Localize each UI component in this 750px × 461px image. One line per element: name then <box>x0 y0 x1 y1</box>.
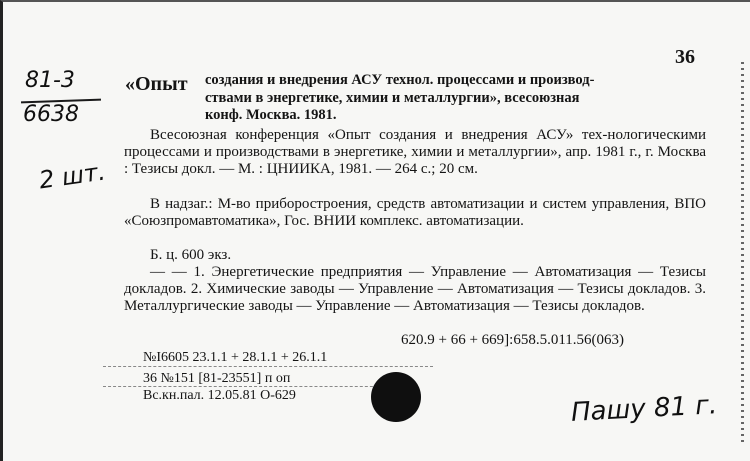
bibliographic-description: Всесоюзная конференция «Опыт создания и внедрения АСУ» тех-нологическими процессами и производствами в энергетике, химии и металлургии», апр. 1981 г., г. Москва : Тезисы докл. — М. : ЦНИИКА, 1981. — 264 с.; 20 см. <box>124 127 706 177</box>
title-line-3: конф. Москва. 1981. <box>205 107 337 123</box>
title-line-1: создания и внедрения АСУ технол. процессами и производ- <box>205 72 595 88</box>
registry-line-1: №I6605 23.1.1 + 28.1.1 + 26.1.1 <box>143 350 328 365</box>
handwritten-margin-mark: 2 шт. <box>37 157 108 195</box>
page-number: 36 <box>675 46 695 68</box>
handwritten-shelf-code-bottom: 6638 <box>23 102 79 127</box>
title-lead-word: «Опыт <box>125 73 188 95</box>
sponsor-note: В надзаг.: М-во приборостроения, средств автоматизации и систем управления, ВПО «Союзпромавтоматика», Гос. ВНИИ комплекс. автоматизации. <box>124 196 706 229</box>
subject-headings: — — 1. Энергетические предприятия — Управление — Автоматизация — Тезисы докладов. 2. Химические заводы — Управление — Автоматизация — Тезисы докладов. 3. Металлургические заводы — Управление — Автоматизация — Тезисы докладов. <box>124 264 706 314</box>
registry-line-3: Вс.кн.пал. 12.05.81 О-629 <box>143 388 296 403</box>
dashed-rule-1 <box>103 366 433 367</box>
registry-line-2: 36 №151 [81-23551] п оп <box>143 371 291 386</box>
card-edge-marks <box>741 62 744 442</box>
title-continuation <box>205 72 705 125</box>
handwritten-shelf-code-top: 81-3 <box>25 68 75 93</box>
price-and-print-run: Б. ц. 600 экз. <box>150 247 232 263</box>
handwritten-signature: Пашу 81 г. <box>570 390 718 428</box>
dashed-rule-2 <box>103 386 393 387</box>
udc-classification: 620.9 + 66 + 669]:658.5.011.56(063) <box>401 332 625 348</box>
card-punch-hole <box>371 372 421 422</box>
title-line-2: ствами в энергетике, химии и металлургии», всесоюзная <box>205 89 580 106</box>
